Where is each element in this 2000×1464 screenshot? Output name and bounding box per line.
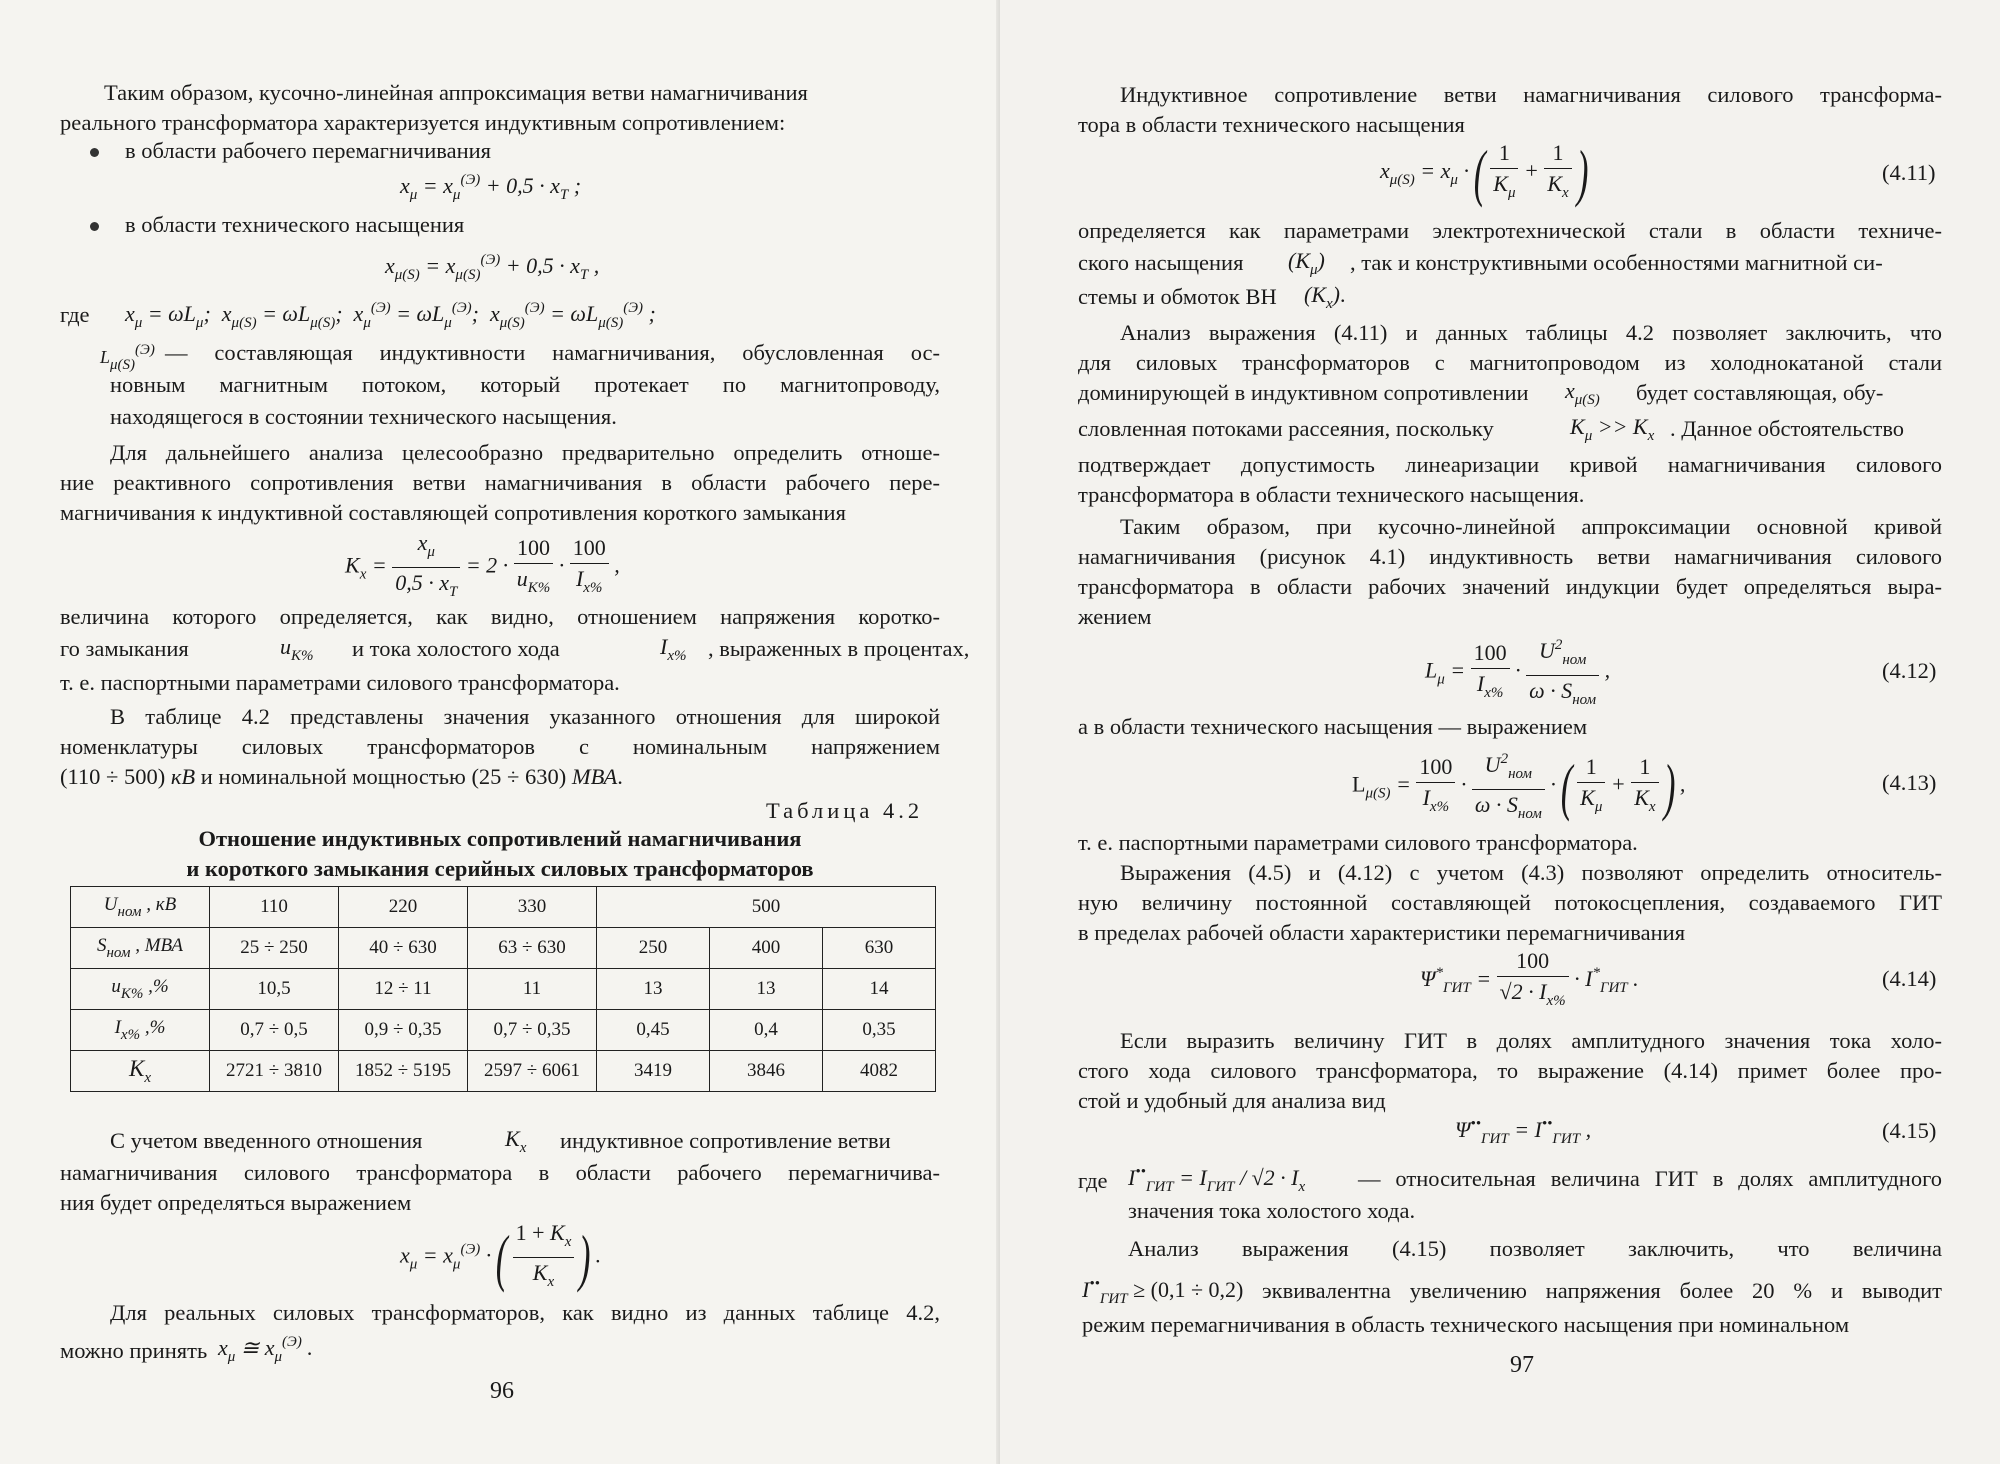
l-p5-line3: ния будет определяться выражением [60, 1190, 412, 1215]
table-row [71, 1010, 936, 1051]
r-p9-line3: режим перемагничивания в область технического насыщения при номинальном [1082, 1312, 1850, 1337]
table-cell: 0,7 ÷ 0,5 [210, 1010, 339, 1051]
table-cell: 13 [597, 969, 710, 1010]
page-number-left: 96 [490, 1378, 514, 1404]
l-p3-line2b: и тока холостого хода [352, 636, 560, 661]
table-title-line2: и короткого замыкания серийных силовых трансформаторов [186, 856, 814, 881]
table-cell: 4082 [823, 1051, 936, 1092]
r-where-label: где [1078, 1168, 1108, 1193]
r-p2-line2a: ского насыщения [1078, 250, 1244, 275]
l-p3-ix: $I_{x\%}$ [660, 634, 687, 664]
r-p2-line1: определяется как параметрами электротехнической стали в области техниче- [1078, 218, 1942, 243]
r-p8-line1: Если выразить величину ГИТ в долях амплитудного значения тока холо- [1120, 1028, 1942, 1053]
l-p2-line3: магничивания к индуктивной составляющей сопротивления короткого замыкания [60, 500, 846, 525]
right-page [1000, 0, 2000, 1464]
l-p6-eq: $x_\mu$ ≅ $x_\mu^{(Э)}$ . [218, 1334, 313, 1365]
l-p6-line2: можно принять [60, 1338, 208, 1363]
l-p2-line2: ние реактивного сопротивления ветви намагничивания в области рабочего пере- [60, 470, 940, 495]
r-p3-line3a: доминирующей в индуктивном сопротивлении [1078, 380, 1529, 405]
r-eq-414: $\Psi^*_{ГИТ}$ = $\frac{100}{√2 \cdot I_{x\%}}$ · $I^*_{ГИТ}$ . [1420, 948, 1639, 1009]
table-cell: 1852 ÷ 5195 [339, 1051, 468, 1092]
r-p3-ineq: $K_\mu >> K_x$ [1570, 414, 1655, 444]
bullet-icon [90, 148, 99, 157]
r-eq-411: $x_{\mu(S)} = x_\mu$ ·( $\frac{1}{K_\mu}$ + $\frac{1}{K_x}$ ) [1380, 137, 1589, 208]
table-cell: 250 [597, 928, 710, 969]
r-p3-line5: подтверждает допустимость линеаризации кривой намагничивания силового [1078, 452, 1942, 477]
l-p4-line2: номенклатуры силовых трансформаторов с номинальным напряжением [60, 734, 940, 759]
r-p7-line1: Выражения (4.5) и (4.12) с учетом (4.3) позволяют определить относитель- [1120, 860, 1942, 885]
l-where-label: где [60, 302, 90, 327]
row-header-voltage: $U_{ном}$ , кВ [71, 887, 210, 928]
l-p3-line2a: го замыкания [60, 636, 189, 661]
r-p6: т. е. паспортными параметрами силового трансформатора. [1078, 830, 1638, 855]
l-bullet2: в области технического насыщения [125, 212, 465, 237]
r-def-line1: — относительная величина ГИТ в долях амплитудного [1358, 1166, 1942, 1191]
l-p2-line1: Для дальнейшего анализа целесообразно предварительно определить отноше- [110, 440, 940, 465]
r-p3-line4b: . Данное обстоятельство [1670, 416, 1905, 441]
table-cell: 0,4 [710, 1010, 823, 1051]
eqno-4-12: (4.12) [1882, 658, 1937, 683]
bullet-icon [90, 222, 99, 231]
l-p4-line1: В таблице 4.2 представлены значения указанного отношения для широкой [110, 704, 940, 729]
r-p2-line3a: стемы и обмоток ВН [1078, 284, 1277, 309]
l-p5-line1b: индуктивное сопротивление ветви [560, 1128, 891, 1153]
r-eq-413: $L_{\mu(S)}$ = $\frac{100}{I_{x\%}}$ · $\frac{U^2_{ном}}{\omega \cdot S_{ном}}$ ·( $\frac{1}{K_\mu}$ + $\frac{1}{K_x}$ ) , [1352, 744, 1685, 829]
l-def-symbol: $L_{\mu(S)}^{(Э)}$ [100, 342, 155, 373]
table-cell: 500 [597, 887, 936, 928]
r-p1-line2: тора в области технического насыщения [1078, 112, 1465, 137]
page-number-right: 97 [1510, 1352, 1534, 1378]
r-p4-line3: трансформатора в области рабочих значений индукции будет определяться выра- [1078, 574, 1942, 599]
table-cell: 0,9 ÷ 0,35 [339, 1010, 468, 1051]
l-p3-uk: $u_{K\%}$ [280, 634, 314, 664]
row-header-kx: $K_x$ [71, 1051, 210, 1092]
r-p3-line6: трансформатора в области технического насыщения. [1078, 482, 1585, 507]
r-def-eq: $I^{••}_{ГИТ} = I_{ГИТ} / √2 \cdot I_x$ [1128, 1164, 1306, 1195]
r-p2-kx: $(K_x)$. [1304, 282, 1346, 312]
table-cell: 2721 ÷ 3810 [210, 1051, 339, 1092]
l-where-eq: $x_\mu = \omega L_\mu$; $x_{\mu(S)} = \omega L_{\mu(S)}$; $x_\mu^{(Э)} = \omega L_\mu^{(Э)}$; $x_{\mu(S)}^{(Э)} = \omega L_{\mu(S)}^{(Э)}$ ; [125, 300, 656, 331]
r-p9-ineq: $I^{••}_{ГИТ} \ge (0,1 \div 0,2)$ [1082, 1276, 1244, 1307]
table-label: Таблица 4.2 [766, 798, 924, 823]
table-title-line1: Отношение индуктивных сопротивлений намагничивания [198, 826, 802, 851]
table-cell: 11 [468, 969, 597, 1010]
r-p3-line2: для силовых трансформаторов с магнитопроводом из холоднокатаной стали [1078, 350, 1942, 375]
row-header-uk: $u_{K\%}$ ,% [71, 969, 210, 1010]
l-eq-kx: $K_x$ = $\frac{x_\mu}{0,5 \cdot x_T}$ = 2 · $\frac{100}{u_{K\%}}$ · $\frac{100}{I_{x\%}}$ , [345, 530, 620, 600]
r-p2-kmu: $(K_\mu)$ [1288, 248, 1325, 278]
eqno-4-14: (4.14) [1882, 966, 1937, 991]
table-cell: 400 [710, 928, 823, 969]
r-p4-line1: Таким образом, при кусочно-линейной аппроксимации основной кривой [1120, 514, 1942, 539]
l-p5-line2: намагничивания силового трансформатора в области рабочего перемагничива- [60, 1160, 940, 1185]
table-cell: 630 [823, 928, 936, 969]
l-p4-line3: (110 ÷ 500) кВ и номинальной мощностью (25 ÷ 630) МВА. [60, 764, 623, 789]
r-p7-line2: ную величину постоянной составляющей потокосцепления, создаваемого ГИТ [1078, 890, 1942, 915]
r-eq-415: $\Psi^{••}_{ГИТ} = I^{••}_{ГИТ}$ , [1455, 1116, 1592, 1147]
l-p3-line1: величина которого определяется, как видно, отношением напряжения коротко- [60, 604, 940, 629]
eqno-4-15: (4.15) [1882, 1118, 1937, 1143]
table-cell: 2597 ÷ 6061 [468, 1051, 597, 1092]
l-def-line3: находящегося в состоянии технического насыщения. [110, 404, 617, 429]
r-p4-line2: намагничивания (рисунок 4.1) индуктивность ветви намагничивания силового [1078, 544, 1942, 569]
table-cell: 0,7 ÷ 0,35 [468, 1010, 597, 1051]
table-cell: 13 [710, 969, 823, 1010]
table-cell: 330 [468, 887, 597, 928]
r-eq-412: $L_\mu$ = $\frac{100}{I_{x\%}}$ · $\frac{U^2_{ном}}{\omega \cdot S_{ном}}$ , [1425, 630, 1610, 715]
r-def-line2: значения тока холостого хода. [1128, 1198, 1416, 1223]
l-p1-line1: Таким образом, кусочно-линейная аппроксимация ветви намагничивания [104, 80, 808, 105]
table-cell: 0,45 [597, 1010, 710, 1051]
r-p7-line3: в пределах рабочей области характеристики перемагничивания [1078, 920, 1686, 945]
table-cell: 0,35 [823, 1010, 936, 1051]
row-header-power: $S_{ном}$ , МВА [71, 928, 210, 969]
table-cell: 12 ÷ 11 [339, 969, 468, 1010]
row-header-ix: $I_{x\%}$ ,% [71, 1010, 210, 1051]
table-cell: 3419 [597, 1051, 710, 1092]
table-cell: 220 [339, 887, 468, 928]
r-p3-line3b: будет составляющая, обу- [1636, 380, 1884, 405]
l-bullet1: в области рабочего перемагничивания [125, 138, 492, 163]
r-p2-line2b: , так и конструктивными особенностями магнитной си- [1350, 250, 1883, 275]
l-def-line1: — составляющая индуктивности намагничивания, обусловленная ос- [165, 340, 940, 365]
l-eq2: $x_{\mu(S)} = x_{\mu(S)}^{(Э)} + 0,5 \cdot x_T$ , [385, 252, 600, 283]
r-p4-line4: жением [1078, 604, 1152, 629]
r-p8-line2: стого хода силового трансформатора, то выражение (4.14) примет более про- [1078, 1058, 1942, 1083]
r-p9-line2: эквивалентна увеличению напряжения более 20 % и выводит [1262, 1278, 1942, 1303]
r-p1-line1: Индуктивное сопротивление ветви намагничивания силового трансформа- [1120, 82, 1942, 107]
r-p3-line1: Анализ выражения (4.11) и данных таблицы 4.2 позволяет заключить, что [1120, 320, 1942, 345]
table-cell: 3846 [710, 1051, 823, 1092]
l-p1-line2: реального трансформатора характеризуется индуктивным сопротивлением: [60, 110, 786, 135]
table-cell: 110 [210, 887, 339, 928]
eqno-4-13: (4.13) [1882, 770, 1937, 795]
l-def-line2: новным магнитным потоком, который протекает по магнитопроводу, [110, 372, 940, 397]
table-row [71, 1051, 936, 1092]
l-p3-line3: т. е. паспортными параметрами силового трансформатора. [60, 670, 620, 695]
table-row [71, 928, 936, 969]
eqno-4-11: (4.11) [1882, 160, 1936, 185]
r-p9-line1: Анализ выражения (4.15) позволяет заключить, что величина [1128, 1236, 1942, 1261]
r-p5: а в области технического насыщения — выражением [1078, 714, 1588, 739]
l-eq1: $x_\mu = x_\mu^{(Э)} + 0,5 \cdot x_T$ ; [400, 172, 582, 203]
table-cell: 10,5 [210, 969, 339, 1010]
table-row [71, 969, 936, 1010]
table-cell: 25 ÷ 250 [210, 928, 339, 969]
l-p5-kx: $K_x$ [505, 1126, 527, 1156]
r-p8-line3: стой и удобный для анализа вид [1078, 1088, 1386, 1113]
l-eq-xmu: $x_\mu = x_\mu^{(Э)}$ ·( $\frac{1 + K_x}{K_x}$ ) . [400, 1220, 602, 1293]
table-4-2 [70, 886, 936, 1092]
l-p5-line1a: С учетом введенного отношения [110, 1128, 423, 1153]
l-p3-line2c: , выраженных в процентах, [708, 636, 970, 661]
table-cell: 63 ÷ 630 [468, 928, 597, 969]
l-p6-line1: Для реальных силовых трансформаторов, как видно из данных таблице 4.2, [110, 1300, 940, 1325]
table-cell: 14 [823, 969, 936, 1010]
table-cell: 40 ÷ 630 [339, 928, 468, 969]
table-row [71, 887, 936, 928]
r-p3-line4a: словленная потоками рассеяния, поскольку [1078, 416, 1494, 441]
r-p3-xmus: $x_{\mu(S)}$ [1565, 378, 1600, 408]
